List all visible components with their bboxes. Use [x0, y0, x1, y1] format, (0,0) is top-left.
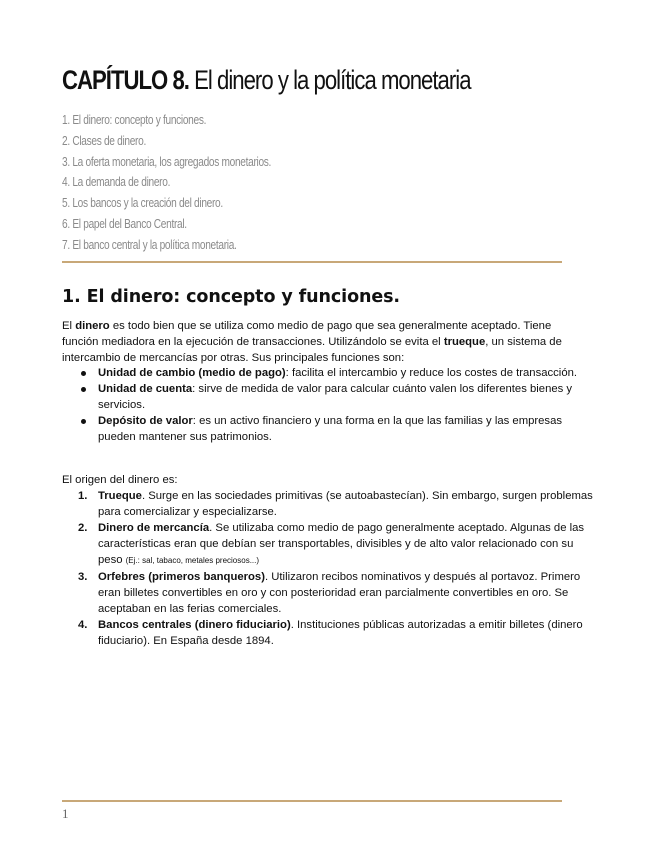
list-item	[78, 617, 600, 649]
list-item-term: Dinero de mercancía	[98, 522, 210, 534]
bullet-icon	[81, 419, 86, 424]
bullet-icon	[81, 387, 86, 392]
list-item-term: Unidad de cuenta	[98, 383, 193, 395]
list-item-text: : es un activo financiero y una forma en la que las familias y las empresas pueden mantener sus patrimonios.	[98, 415, 563, 443]
section-heading: 1. El dinero: concepto y funciones.	[62, 287, 400, 307]
list-item-text: : facilita el intercambio y reduce los costes de transacción.	[285, 367, 578, 379]
page-number: 1	[62, 806, 69, 821]
toc-item: 7. El banco central y la política monetaria.	[62, 236, 237, 252]
origin-label: El origen del dinero es:	[62, 474, 178, 486]
chapter-name: El dinero y la política monetaria	[194, 65, 471, 95]
list-item-text: . Instituciones públicas autorizadas a emitir billetes (dinero fiduciario). En España desde 1894.	[98, 619, 583, 647]
list-item-text: : sirve de medida de valor para calcular cuánto valen los diferentes bienes y servicios.	[98, 383, 573, 411]
toc-item: 5. Los bancos y la creación del dinero.	[62, 195, 223, 211]
term-trueque: trueque	[443, 336, 486, 348]
bullet-icon	[81, 371, 86, 376]
term-dinero: dinero	[75, 320, 110, 332]
list-item	[78, 488, 600, 520]
toc-item: 6. El papel del Banco Central.	[62, 215, 187, 231]
list-number: 4.	[78, 619, 88, 631]
text: , un sistema de intercambio de mercancías por otras. Sus principales funciones son:	[62, 336, 562, 364]
divider-footer	[62, 800, 562, 802]
list-item	[78, 569, 600, 617]
list-item-text: . Surge en las sociedades primitivas (se autoabastecían). Sin embargo, surgen problemas para comercializar y especializarse.	[98, 490, 593, 518]
functions-list	[78, 365, 598, 445]
list-item-text: . Utilizaron recibos nominativos y después al portavoz. Primero eran billetes convertibles en oro y con posterioridad eran parcialmente convertibles en oro. Se aceptaban en las ferias comerciales.	[98, 571, 581, 615]
list-item-note: (Ej.: sal, tabaco, metales preciosos...)	[125, 556, 260, 565]
list-item-term: Bancos centrales (dinero fiduciario)	[98, 619, 291, 631]
list-item-text: . Se utilizaba como medio de pago generalmente aceptado. Algunas de las características eran que debían ser transportables, divisibles y de alto valor relacionado con su peso	[98, 522, 585, 566]
toc-item: 4. La demanda de dinero.	[62, 174, 171, 190]
list-item-term: Unidad de cambio (medio de pago)	[98, 367, 286, 379]
origins-list	[78, 488, 600, 649]
table-of-contents	[62, 110, 330, 256]
divider-top	[62, 261, 562, 263]
list-item	[78, 365, 598, 381]
chapter-title	[62, 60, 471, 100]
list-number: 3.	[78, 571, 88, 583]
list-item-term: Orfebres (primeros banqueros)	[98, 571, 265, 583]
list-item	[78, 413, 598, 445]
toc-item: 2. Clases de dinero.	[62, 132, 146, 148]
list-item	[78, 381, 598, 413]
list-item-term: Trueque	[98, 490, 142, 502]
list-number: 2.	[78, 522, 88, 534]
list-number: 1.	[78, 490, 88, 502]
list-item	[78, 520, 600, 569]
toc-item: 3. La oferta monetaria, los agregados monetarios.	[62, 153, 272, 169]
intro-paragraph	[62, 318, 584, 366]
text: es todo bien que se utiliza como medio de pago que sea generalmente aceptado. Tiene función mediadora en la ejecución de transacciones. Utilizándolo se evita el	[62, 320, 552, 348]
chapter-number: CAPÍTULO 8.	[62, 65, 189, 95]
text: El	[62, 320, 76, 332]
toc-item: 1. El dinero: concepto y funciones.	[62, 112, 207, 127]
list-item-term: Depósito de valor	[98, 415, 193, 427]
